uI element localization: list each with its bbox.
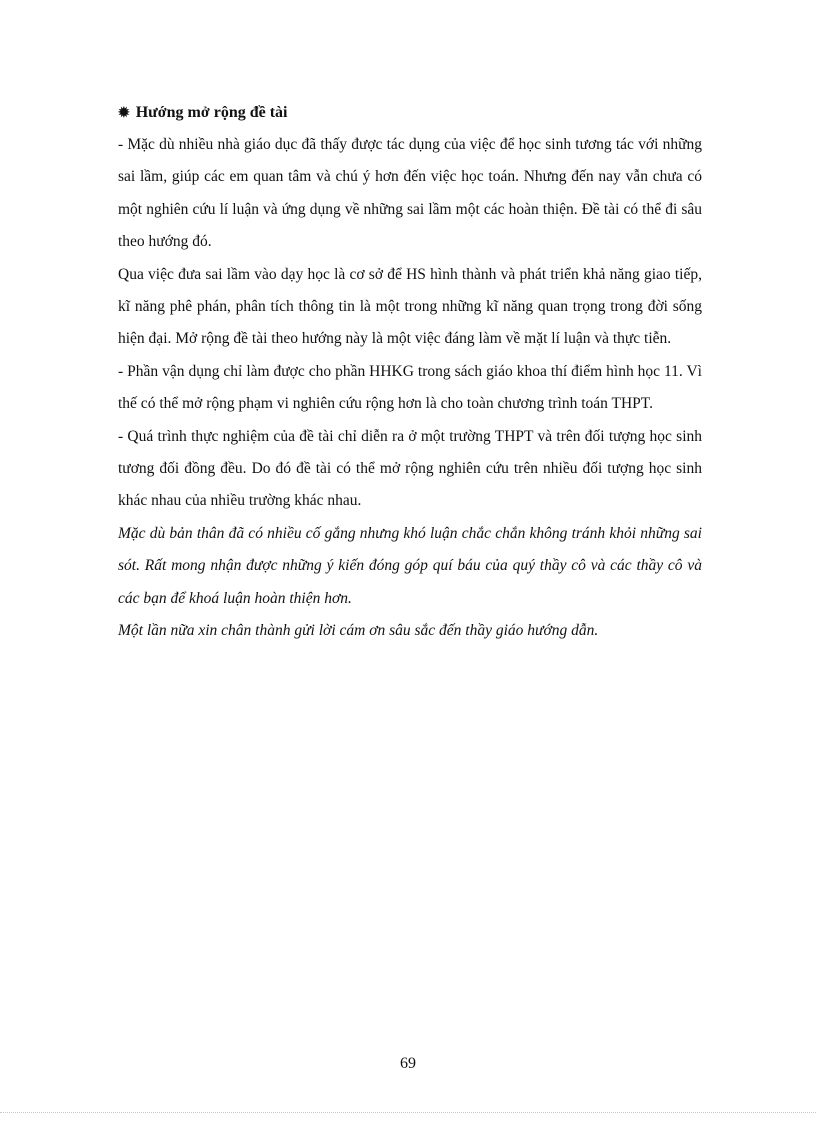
page-number: 69 — [400, 1055, 416, 1072]
section-heading-text: Hướng mở rộng đề tài — [135, 104, 288, 121]
paragraph-1: - Mặc dù nhiều nhà giáo dục đã thấy được tác dụng của việc để học sinh tương tác với những sai lầm, giúp các em quan tâm và chú ý hơn đến việc học toán. Nhưng đến nay vẫn chưa có một nghiên cứu lí luận và ứng dụng về những sai lầm một các hoàn thiện. Đề tài có thể đi sâu theo hướng đó. — [118, 136, 702, 251]
section-heading — [118, 98, 702, 129]
paragraph-3: - Phần vận dụng chỉ làm được cho phần HHKG trong sách giáo khoa thí điểm hình học 11. Vì thế có thể mở rộng phạm vi nghiên cứu rộng hơn là cho toàn chương trình toán THPT. — [118, 362, 702, 413]
footer-divider — [0, 1112, 816, 1113]
closing-paragraph-1: Mặc dù bản thân đã có nhiều cố gắng nhưng khó luận chắc chắn không tránh khỏi những sai sót. Rất mong nhận được những ý kiến đóng góp quí báu của quý thầy cô và các thầy cô và các bạn để khoá luận hoàn thiện hơn. — [118, 524, 702, 607]
page-body — [118, 98, 702, 648]
closing-paragraph-2: Một lần nữa xin chân thành gửi lời cám ơn sâu sắc đến thầy giáo hướng dẫn. — [118, 622, 599, 640]
paragraph-2: Qua việc đưa sai lầm vào dạy học là cơ sở để HS hình thành và phát triển khả năng giao tiếp, kĩ năng phê phán, phân tích thông tin là một trong những kĩ năng quan trọng trong đời sống hiện đại. Mở rộng đề tài theo hướng này là một việc đáng làm về mặt lí luận và thực tiễn. — [118, 265, 702, 348]
asterisk-bullet-icon: ✹ — [118, 106, 130, 121]
paragraph-4: - Quá trình thực nghiệm của đề tài chỉ diễn ra ở một trường THPT và trên đối tượng học sinh tương đối đồng đều. Do đó đề tài có thể mở rộng nghiên cứu trên nhiều đối tượng học sinh khác nhau của nhiều trường khác nhau. — [118, 427, 702, 510]
